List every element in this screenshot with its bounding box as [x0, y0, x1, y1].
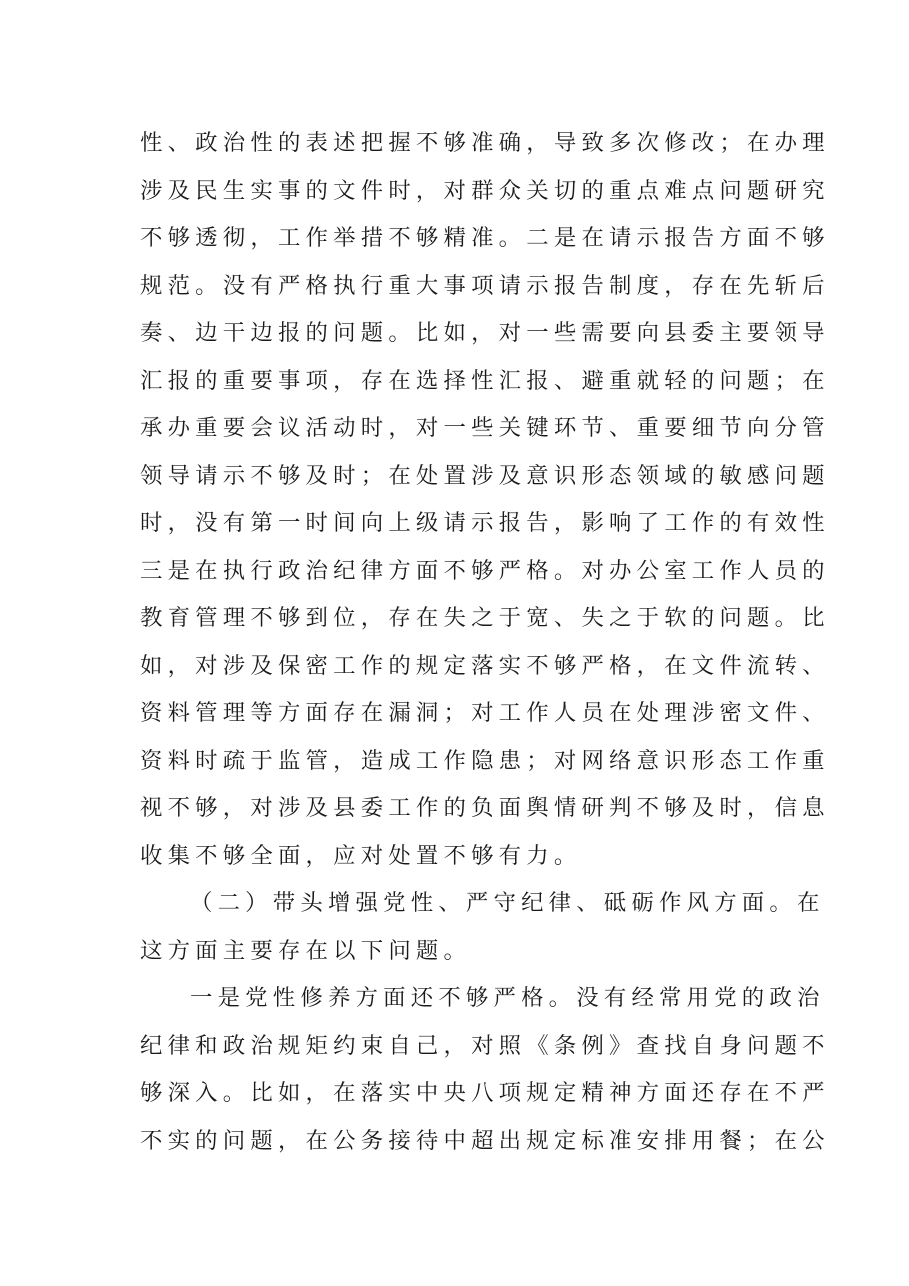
text-line: 不实的问题，在公务接待中超出规定标准安排用餐；在公	[140, 1127, 830, 1154]
text-line: 收集不够全面，应对处置不够有力。	[140, 842, 582, 869]
section-heading: （二）带头增强党性、严守纪律、砥砺作风方面。在	[190, 890, 825, 916]
text-line: 承办重要会议活动时，对一些关键环节、重要细节向分管	[140, 415, 830, 441]
text-line: 这方面主要存在以下问题。	[140, 937, 472, 964]
text-line: 领导请示不够及时；在处置涉及意识形态领域的敏感问题	[140, 462, 830, 489]
text-line: 涉及民生实事的文件时，对群众关切的重点难点问题研究	[140, 177, 830, 204]
text-line: 性、政治性的表述把握不够准确，导致多次修改；在办理	[140, 130, 830, 156]
text-line: 规范。没有严格执行重大事项请示报告制度，存在先斩后	[140, 272, 830, 299]
text-line: 资料管理等方面存在漏洞；对工作人员在处理涉密文件、	[140, 700, 830, 726]
text-line: 资料时疏于监管，造成工作隐患；对网络意识形态工作重	[140, 747, 830, 774]
text-line: 三是在执行政治纪律方面不够严格。对办公室工作人员的	[140, 557, 830, 584]
text-line: 奏、边干边报的问题。比如，对一些需要向县委主要领导	[140, 320, 830, 346]
text-line: 时，没有第一时间向上级请示报告，影响了工作的有效性	[140, 510, 830, 536]
paragraph-start: 一是党性修养方面还不够严格。没有经常用党的政治	[190, 985, 825, 1011]
text-line: 汇报的重要事项，存在选择性汇报、避重就轻的问题；在	[140, 367, 830, 394]
text-line: 如，对涉及保密工作的规定落实不够严格，在文件流转、	[140, 652, 830, 679]
text-line: 纪律和政治规矩约束自己，对照《条例》查找自身问题不	[140, 1032, 830, 1059]
text-line: 教育管理不够到位，存在失之于宽、失之于软的问题。比	[140, 605, 830, 631]
text-line: 视不够，对涉及县委工作的负面舆情研判不够及时，信息	[140, 795, 830, 821]
text-line: 够深入。比如，在落实中央八项规定精神方面还存在不严	[140, 1080, 830, 1106]
document-body	[140, 120, 830, 1165]
text-line: 不够透彻，工作举措不够精准。二是在请示报告方面不够	[140, 225, 830, 251]
